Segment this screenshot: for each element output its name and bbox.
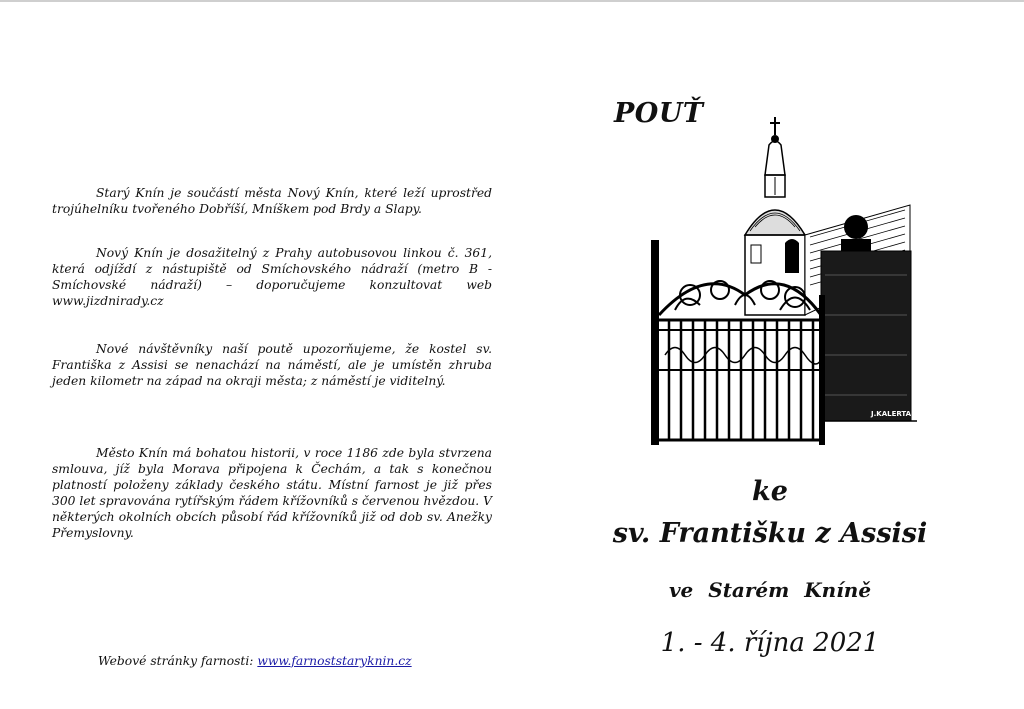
illustration-signature: J.KALERTA — [871, 410, 912, 418]
paragraph-history: Město Knín má bohatou historii, v roce 1186 zde byla stvrzena smlouva, jíž byla Morava připojena k Čechám, a tak s konečnou platností položeny základy českého státu. Místní farnost je již přes 300 let spravována rytířským řádem křížovníků s červenou hvězdou. V některých okolních obcích působí řád křížovníků již od dob sv. Anežky Přemyslovny. — [52, 446, 492, 540]
church-gate-illustration — [645, 115, 920, 450]
top-border — [0, 0, 1024, 2]
heading-place: ve Starém Kníně — [668, 578, 872, 602]
paragraph-location: Starý Knín je součástí města Nový Knín, které leží uprostřed trojúhelníku tvořeného Dobříší, Mníškem pod Brdy a Slapy. — [52, 186, 492, 216]
paragraph-transport: Nový Knín je dosažitelný z Prahy autobusovou linkou č. 361, která odjíždí z nástupiště od Smíchovského nádraží (metro B - Smíchovské nádraží) – doporučujeme konzultovat web www.jizdnirady.cz — [52, 246, 492, 308]
heading-saint: sv. Františku z Assisi — [612, 518, 928, 549]
paragraph-church-location: Nové návštěvníky naší poutě upozorňujeme, že kostel sv. Františka z Assisi se nenachází na náměstí, ale je umístěn zhruba jeden kilometr na západ na okraji města; z náměstí je viditelný. — [52, 342, 492, 388]
website-link[interactable]: www.farnoststaryknin.cz — [257, 654, 412, 668]
heading-ke: ke — [752, 476, 788, 507]
website-line — [98, 654, 412, 668]
event-date: 1. - 4. října 2021 — [660, 628, 880, 658]
title-pout: POUŤ — [614, 98, 704, 129]
website-label: Webové stránky farnosti: — [98, 654, 254, 668]
